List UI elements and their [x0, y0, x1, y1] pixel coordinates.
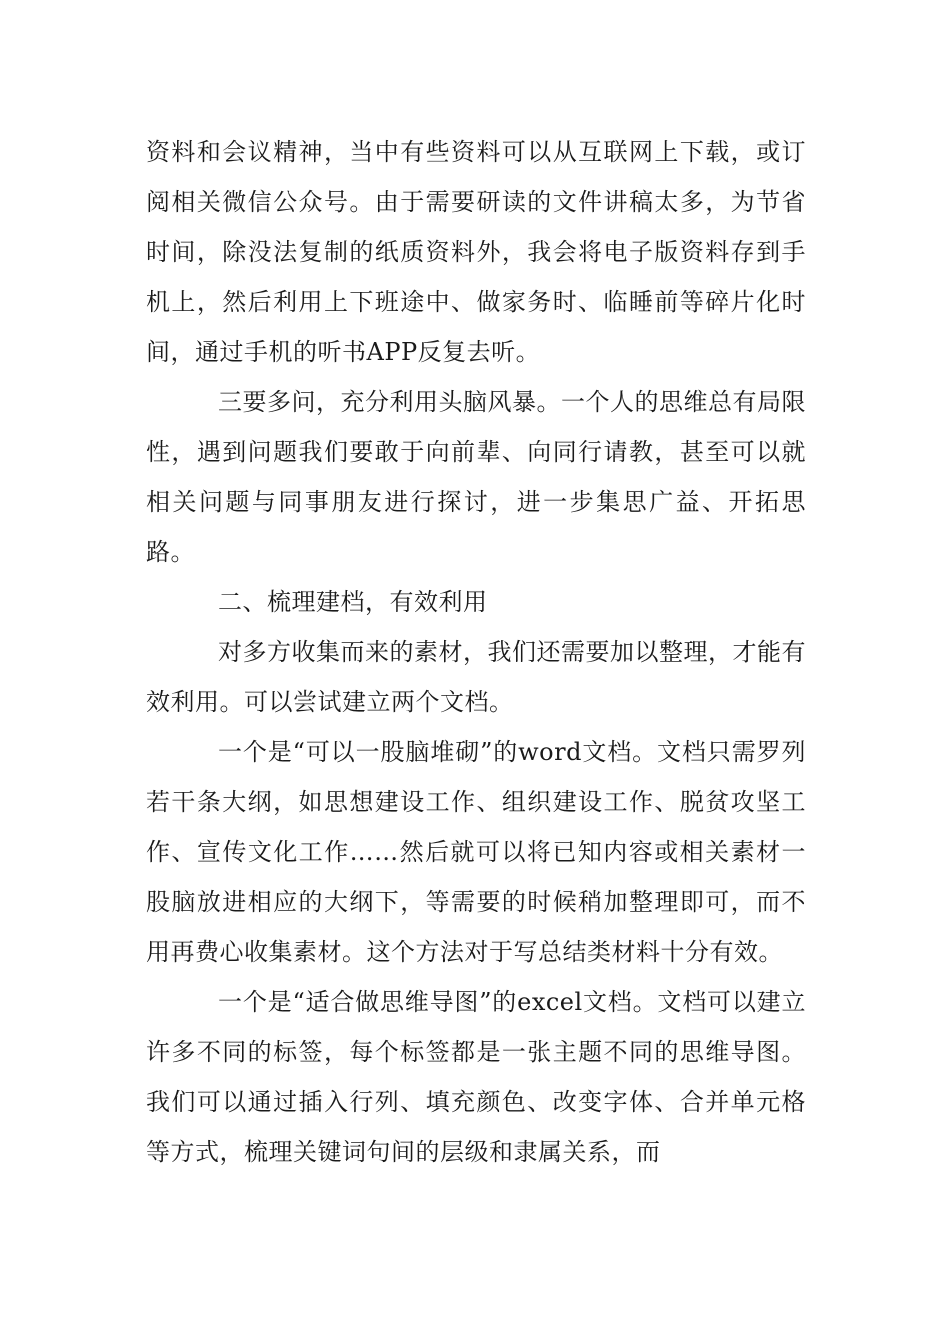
paragraph-ask-more: 三要多问，充分利用头脑风暴。一个人的思维总有局限性，遇到问题我们要敢于向前辈、向同行请教，甚至可以就相关问题与同事朋友进行探讨，进一步集思广益、开拓思路。: [146, 388, 806, 566]
section-heading: 二、梳理建档，有效利用: [218, 588, 488, 616]
paragraph-continuation: 资料和会议精神，当中有些资料可以从互联网上下载，或订阅相关微信公众号。由于需要研读的文件讲稿太多，为节省时间，除没法复制的纸质资料外，我会将电子版资料存到手机上，然后利用上下班途中、做家务时、临睡前等碎片化时间，通过手机的听书APP反复去听。: [146, 138, 806, 366]
paragraph-organize: 对多方收集而来的素材，我们还需要加以整理，才能有效利用。可以尝试建立两个文档。: [146, 638, 806, 716]
paragraph-word-document: 一个是“可以一股脑堆砌”的word文档。文档只需罗列若干条大纲，如思想建设工作、组织建设工作、脱贫攻坚工作、宣传文化工作……然后就可以将已知内容或相关素材一股脑放进相应的大纲下，等需要的时候稍加整理即可，而不用再费心收集素材。这个方法对于写总结类材料十分有效。: [146, 738, 806, 966]
document-body: [146, 127, 806, 1177]
paragraph-excel-document: 一个是“适合做思维导图”的excel文档。文档可以建立许多不同的标签，每个标签都是一张主题不同的思维导图。我们可以通过插入行列、填充颜色、改变字体、合并单元格等方式，梳理关键词句间的层级和隶属关系，而: [146, 988, 806, 1166]
